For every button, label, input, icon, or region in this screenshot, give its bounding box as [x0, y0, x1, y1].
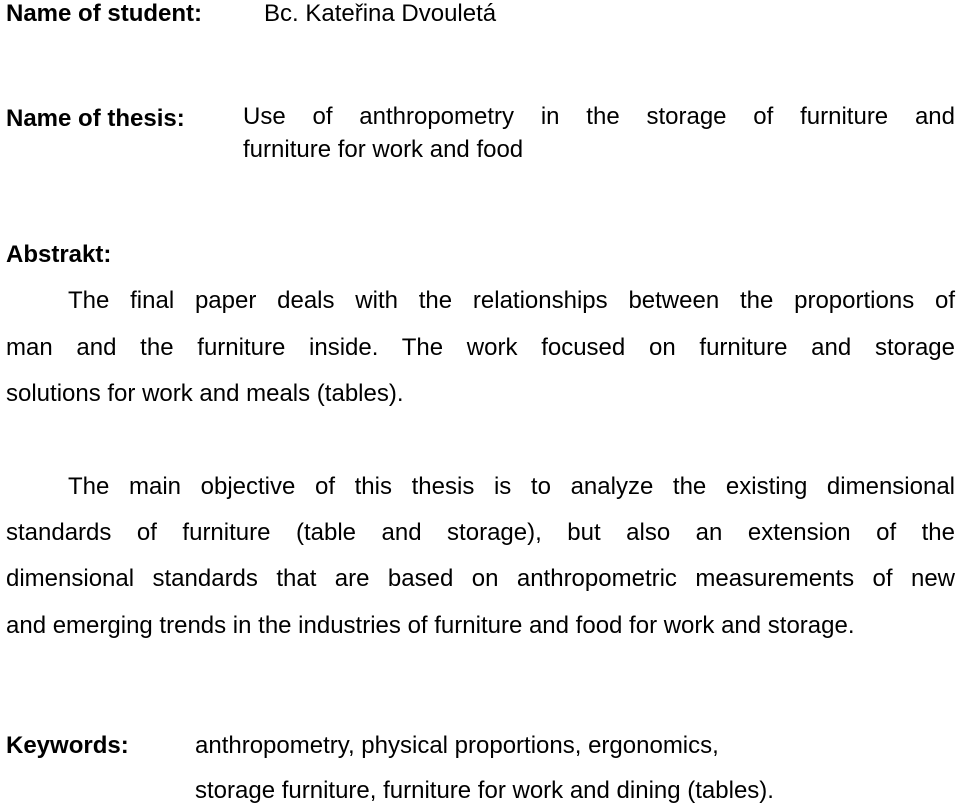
abstract-paragraph-2-line	[68, 475, 955, 499]
student-name-value: Bc. Kateřina Dvouletá	[264, 0, 497, 27]
paragraph-text: man and the furniture inside. The work focused on furniture and storage	[6, 334, 955, 361]
abstract-paragraph-1-line	[6, 336, 955, 360]
paragraph-text: and emerging trends in the industries of furniture and food for work and storage.	[6, 612, 855, 639]
abstract-paragraph-2-line	[6, 567, 955, 591]
thesis-title-line	[243, 138, 955, 162]
paragraph-text: solutions for work and meals (tables).	[6, 380, 404, 407]
paragraph-text: The final paper deals with the relationships between the proportions of	[68, 287, 955, 314]
keywords-line: anthropometry, physical proportions, ergonomics,	[195, 732, 719, 759]
paragraph-text: The main objective of this thesis is to analyze the existing dimensional	[68, 473, 955, 500]
student-name-label: Name of student:	[6, 0, 203, 27]
abstract-paragraph-1-line	[68, 289, 955, 313]
abstract-paragraph-2-line	[6, 521, 955, 545]
abstract-paragraph-1-line	[6, 382, 955, 406]
thesis-title-line	[243, 105, 955, 129]
abstract-paragraph-2-line	[6, 614, 955, 638]
abstract-heading: Abstrakt:	[6, 241, 112, 268]
thesis-title-text: furniture for work and food	[243, 136, 524, 163]
paragraph-text: dimensional standards that are based on anthropometric measurements of new	[6, 565, 955, 592]
thesis-title-text: Use of anthropometry in the storage of furniture and	[243, 103, 955, 130]
thesis-name-label: Name of thesis:	[6, 105, 185, 132]
keywords-line: storage furniture, furniture for work and dining (tables).	[195, 777, 774, 804]
paragraph-text: standards of furniture (table and storage), but also an extension of the	[6, 519, 955, 546]
keywords-label: Keywords:	[6, 732, 129, 759]
